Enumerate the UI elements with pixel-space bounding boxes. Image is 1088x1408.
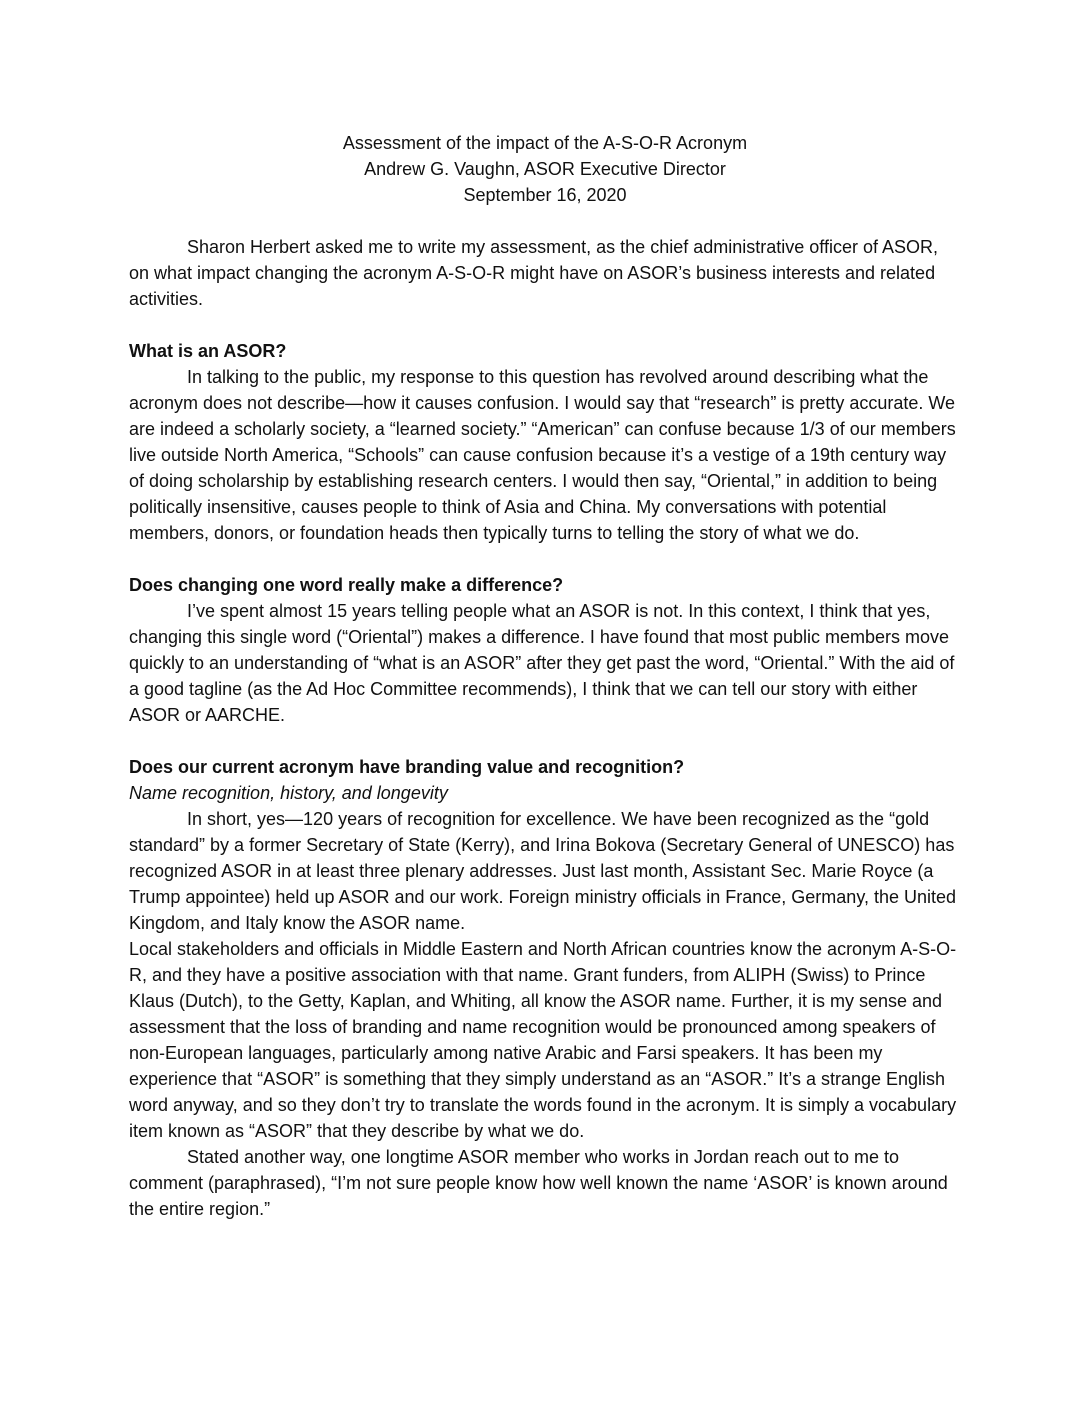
document-date: September 16, 2020: [463, 185, 627, 205]
document-title: Assessment of the impact of the A-S-O-R Acronym: [342, 133, 748, 153]
spacer: [129, 312, 961, 338]
intro-paragraph: Sharon Herbert asked me to write my assessment, as the chief administrative officer of ASOR, on what impact changing the acronym A-S-O-R might have on ASOR’s business interests and related activities.: [129, 237, 938, 309]
section-paragraph: Local stakeholders and officials in Middle Eastern and North African countries know the acronym A-S-O-R, and they have a positive association with that name. Grant funders, from ALIPH (Swiss) to Prince Klaus (Dutch), to the Getty, Kaplan, and Whiting, all know the ASOR name. Further, it is my sense and assessment that the loss of branding and name recognition would be pronounced among speakers of non-European languages, particularly among native Arabic and Farsi speakers. It has been my experience that “ASOR” is something that they simply understand as an “ASOR.” It’s a strange English word anyway, and so they don’t try to translate the words found in the acronym. It is simply a vocabulary item known as “ASOR” that they describe by what we do.: [129, 939, 957, 1141]
document-author: Andrew G. Vaughn, ASOR Executive Director: [364, 159, 726, 179]
document-header: [129, 130, 961, 208]
section-paragraph: In short, yes—120 years of recognition for excellence. We have been recognized as the “gold standard” by a former Secretary of State (Kerry), and Irina Bokova (Secretary General of UNESCO) has recognized ASOR in at least three plenary addresses. Just last month, Assistant Sec. Marie Royce (a Trump appointee) held up ASOR and our work. Foreign ministry officials in France, Germany, the United Kingdom, and Italy know the ASOR name.: [129, 809, 957, 933]
section-subheading-name-recognition: Name recognition, history, and longevity: [129, 783, 448, 803]
spacer: [129, 728, 961, 754]
section-paragraph: I’ve spent almost 15 years telling people what an ASOR is not. In this context, I think that yes, changing this single word (“Oriental”) makes a difference. I have found that most public members move quickly to an understanding of “what is an ASOR” after they get past the word, “Oriental.” With the aid of a good tagline (as the Ad Hoc Committee recommends), I think that we can tell our story with either ASOR or AARCHE.: [129, 601, 955, 725]
section-heading-what-is-asor: What is an ASOR?: [129, 341, 287, 361]
spacer: [129, 546, 961, 572]
section-heading-branding: Does our current acronym have branding value and recognition?: [129, 757, 685, 777]
section-paragraph: Stated another way, one longtime ASOR member who works in Jordan reach out to me to comment (paraphrased), “I’m not sure people know how well known the name ‘ASOR’ is known around the entire region.”: [129, 1147, 948, 1219]
section-heading-one-word: Does changing one word really make a difference?: [129, 575, 564, 595]
document-page: [129, 130, 961, 1222]
section-paragraph: In talking to the public, my response to this question has revolved around describing what the acronym does not describe—how it causes confusion. I would say that “research” is pretty accurate. We are indeed a scholarly society, a “learned society.” “American” can confuse because 1/3 of our members live outside North America, “Schools” can cause confusion because it’s a vestige of a 19th century way of doing scholarship by establishing research centers. I would then say, “Oriental,” in addition to being politically insensitive, causes people to think of Asia and China. My conversations with potential members, donors, or foundation heads then typically turns to telling the story of what we do.: [129, 367, 956, 543]
